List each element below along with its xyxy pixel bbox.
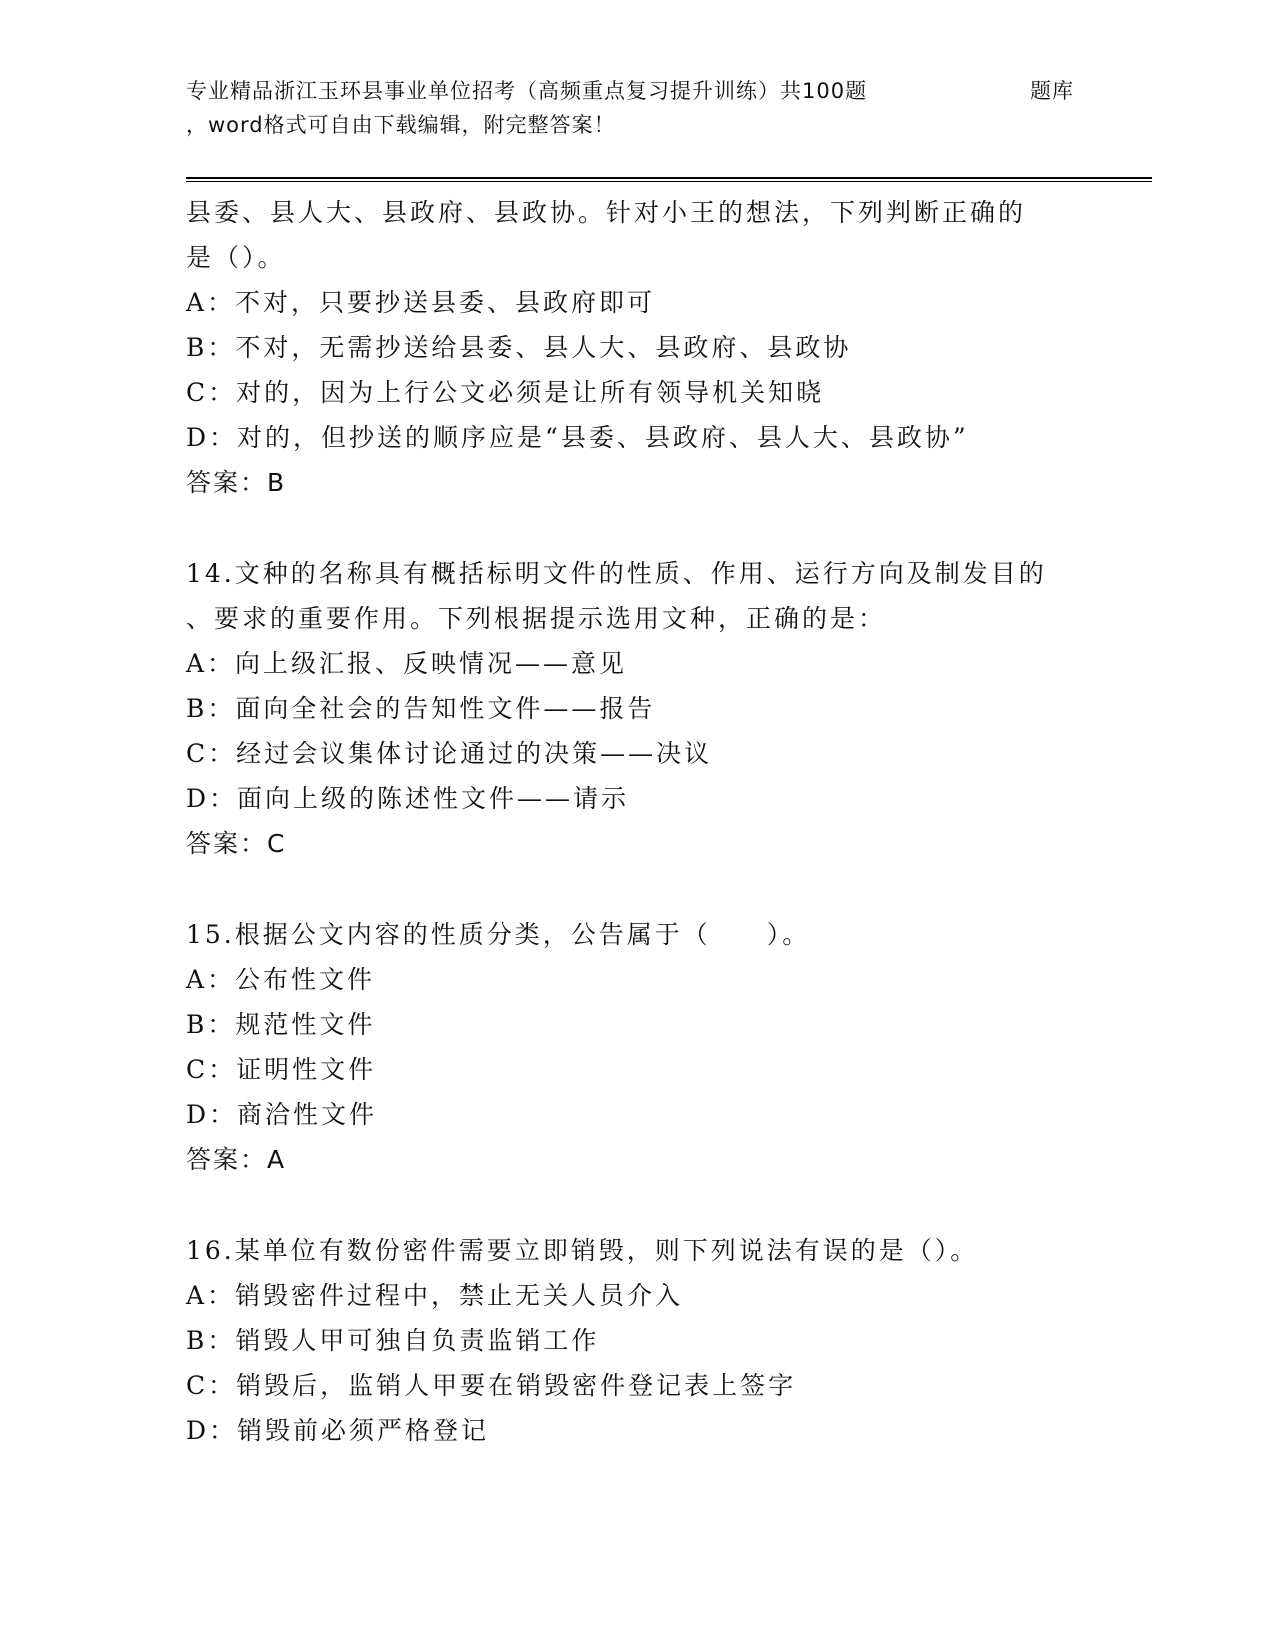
option-b: B：面向全社会的告知性文件——报告 — [186, 694, 656, 723]
answer-line: 答案：A — [186, 1145, 287, 1174]
question-stem-line: 是（）。 — [186, 243, 286, 272]
page-header — [186, 74, 1086, 142]
option-c: C：销毁后，监销人甲要在销毁密件登记表上签字 — [186, 1371, 797, 1400]
answer-line: 答案：B — [186, 468, 287, 497]
option-d: D：销毁前必须严格登记 — [186, 1416, 490, 1445]
question-block — [186, 551, 1086, 866]
question-stem-line: 15.根据公文内容的性质分类，公告属于（ ）。 — [186, 920, 811, 949]
question-stem-line: 、要求的重要作用。下列根据提示选用文种，正确的是： — [186, 604, 887, 633]
option-d: D：对的，但抄送的顺序应是“县委、县政府、县人大、县政协” — [186, 423, 969, 452]
option-d: D：面向上级的陈述性文件——请示 — [186, 784, 630, 813]
header-line-2: ，word格式可自由下载编辑，附完整答案！ — [186, 113, 616, 137]
header-divider — [186, 177, 1152, 179]
option-b: B：不对，无需抄送给县委、县人大、县政府、县政协 — [186, 333, 852, 362]
question-block — [186, 190, 1086, 505]
option-a: A：不对，只要抄送县委、县政府即可 — [186, 288, 656, 317]
option-c: C：对的，因为上行公文必须是让所有领导机关知晓 — [186, 378, 825, 407]
option-a: A：销毁密件过程中，禁止无关人员介入 — [186, 1281, 684, 1310]
option-c: C：经过会议集体讨论通过的决策——决议 — [186, 739, 713, 768]
header-line-1 — [186, 74, 1086, 108]
question-block — [186, 1228, 1086, 1453]
question-list — [186, 190, 1086, 1453]
header-tag: 题库 — [1030, 79, 1074, 103]
question-stem-line: 14.文种的名称具有概括标明文件的性质、作用、运行方向及制发目的 — [186, 559, 1047, 588]
header-divider-thin — [186, 181, 1152, 182]
question-stem-line: 县委、县人大、县政府、县政协。针对小王的想法，下列判断正确的 — [186, 198, 1027, 227]
option-b: B：销毁人甲可独自负责监销工作 — [186, 1326, 600, 1355]
question-stem-line: 16.某单位有数份密件需要立即销毁，则下列说法有误的是（）。 — [186, 1236, 979, 1265]
option-d: D：商洽性文件 — [186, 1100, 378, 1129]
option-a: A：公布性文件 — [186, 965, 376, 994]
option-b: B：规范性文件 — [186, 1010, 376, 1039]
header-title: 专业精品浙江玉环县事业单位招考（高频重点复习提升训练）共100题 — [186, 79, 868, 103]
option-c: C：证明性文件 — [186, 1055, 377, 1084]
question-block — [186, 912, 1086, 1182]
answer-line: 答案：C — [186, 829, 287, 858]
option-a: A：向上级汇报、反映情况——意见 — [186, 649, 628, 678]
